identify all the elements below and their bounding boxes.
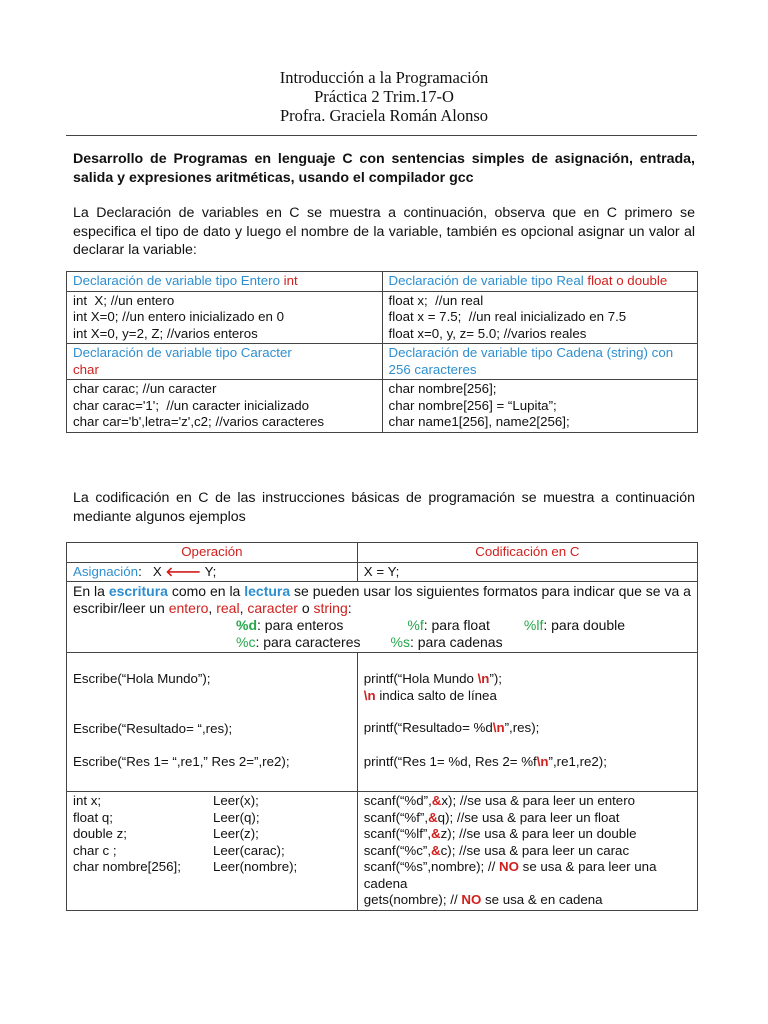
int-header: Declaración de variable tipo Entero int (67, 272, 383, 292)
table-row (67, 653, 698, 792)
string-examples: char nombre[256]; char nombre[256] = “Lupita”; char name1[256], name2[256]; (382, 380, 697, 433)
table-row (67, 380, 698, 433)
coding-paragraph: La codificación en C de las instrucciones básicas de programación se muestra a continuación mediante algunos ejemplos (73, 490, 695, 525)
int-examples: int X; //un entero int X=0; //un entero inicializado en 0 int X=0, y=2, Z; //varios enteros (67, 291, 383, 344)
declaration-table (66, 271, 698, 433)
real-header: Declaración de variable tipo Real float o double (382, 272, 697, 292)
char-examples: char carac; //un caracter char carac='1'; //un caracter inicializado char car='b',letra='z',c2; //varios caracteres (67, 380, 383, 433)
format-specifiers: En la escritura como en la lectura se pueden usar los siguientes formatos para indicar que se va a escribir/leer un entero, real, caracter o string: %d: para enteros %f: para float %lf: para double %c: para caracteres %s: para cadenas (67, 582, 698, 653)
coding-table (66, 542, 698, 911)
assignment-pseudo: Asignación: X 🡐 Y; (67, 562, 358, 582)
left-arrow-icon: 🡐 (165, 563, 202, 579)
table-row (67, 562, 698, 582)
assignment-c: X = Y; (357, 562, 697, 582)
write-c: printf(“Hola Mundo \n”); \n indica salto de línea printf(“Resultado= %d\n”,res); printf(“Res 1= %d, Res 2= %f\n”,re1,re2); (357, 653, 697, 792)
header-divider (66, 135, 697, 136)
table-row (67, 344, 698, 380)
document-header (0, 68, 768, 125)
professor-name: Profra. Graciela Román Alonso (279, 106, 489, 125)
write-pseudo: Escribe(“Hola Mundo”); Escribe(“Resultado= “,res); Escribe(“Res 1= “,re1,” Res 2=”,re2); (67, 653, 358, 792)
string-header: Declaración de variable tipo Cadena (string) con 256 caracteres (382, 344, 697, 380)
course-title: Introducción a la Programación (279, 68, 489, 87)
practice-title: Práctica 2 Trim.17-O (314, 87, 454, 106)
table-row (67, 582, 698, 653)
intro-heading: Desarrollo de Programas en lenguaje C con sentencias simples de asignación, entrada, salida y expresiones aritméticas, usando el compilador gcc (73, 151, 695, 186)
table-row (67, 792, 698, 911)
table-row (67, 291, 698, 344)
read-c: scanf(“%d”,&x); //se usa & para leer un entero scanf(“%f”,&q); //se usa & para leer un float scanf(“%lf”,&z); //se usa & para leer un double scanf(“%c”,&c); //se usa & para leer un carac scanf(“%s”,nombre); // NO se usa & para leer una cadena gets(nombre); // NO se usa & en cadena (357, 792, 697, 911)
real-examples: float x; //un real float x = 7.5; //un real inicializado en 7.5 float x=0, y, z= 5.0; //varios reales (382, 291, 697, 344)
char-header: Declaración de variable tipo Caracter char (67, 344, 383, 380)
table-row (67, 543, 698, 563)
operation-header: Operación (67, 543, 358, 563)
declaration-paragraph: La Declaración de variables en C se muestra a continuación, observa que en C primero se especifica el tipo de dato y luego el nombre de la variable, también es opcional asignar un valor al declarar la variable: (73, 205, 695, 258)
coding-header: Codificación en C (357, 543, 697, 563)
read-pseudo: int x; float q; double z; char c ; char nombre[256]; Leer(x); Leer(q); Leer(z); Leer(carac); Leer(nombre); (67, 792, 358, 911)
table-row (67, 272, 698, 292)
